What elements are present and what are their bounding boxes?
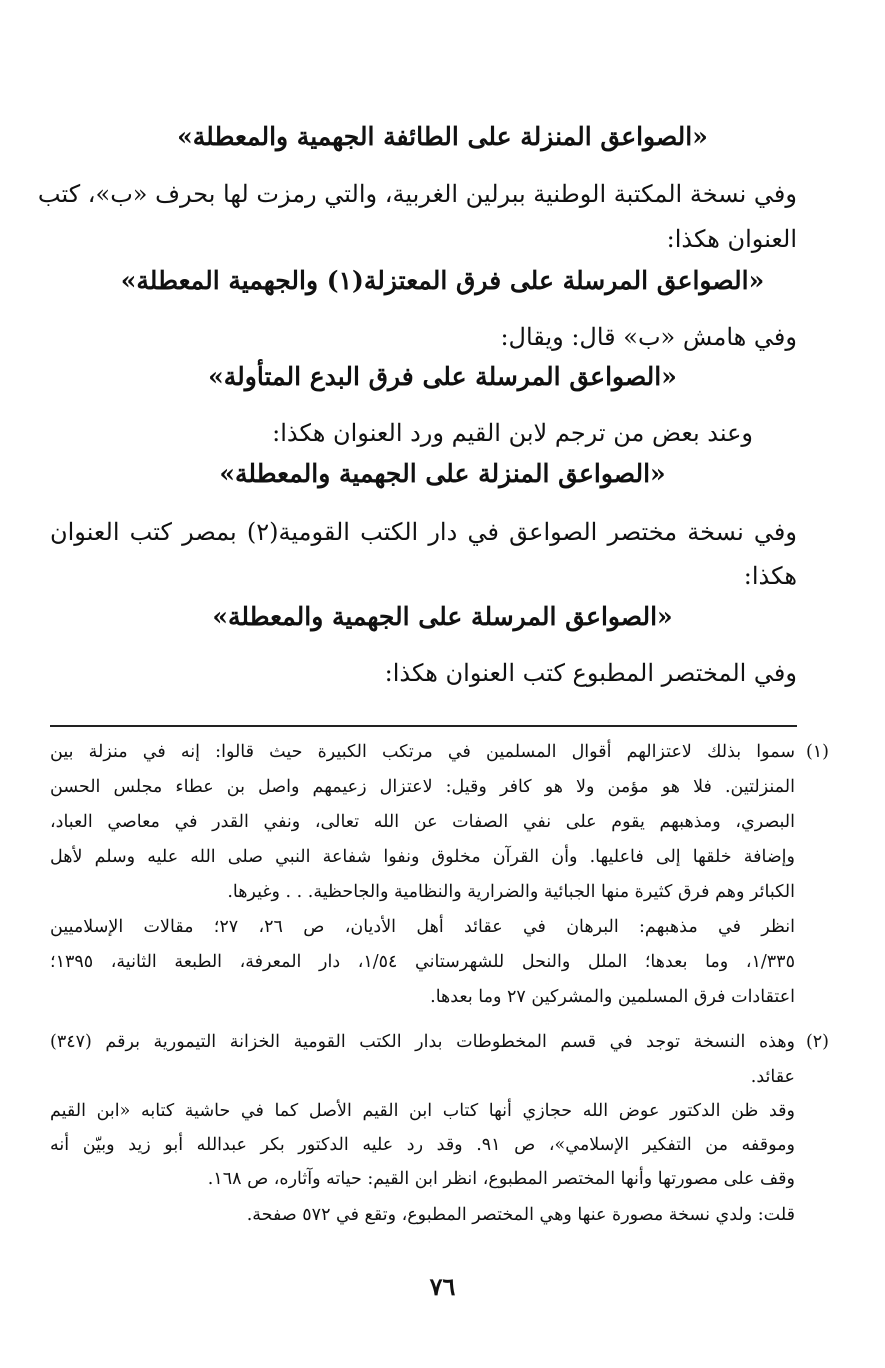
footnote-2-marker: (٢): [805, 1032, 829, 1052]
paragraph-1-line-2: العنوان هكذا:: [666, 225, 797, 253]
footnote-1-line-4: وإضافة خلقها إلى فاعليها. وأن القرآن مخلوق ونفوا شفاعة النبي صلى الله عليه وسلم لأهل: [50, 847, 795, 867]
footnote-1-line-5: الكبائر وهم فرق كثيرة منها الجبائية والضرارية والنظامية والجاحظية. . . وغيرها.: [227, 882, 795, 902]
paragraph-2: وفي هامش «ب» قال: ويقال:: [500, 323, 797, 351]
footnote-1-line-7: ١/٣٣٥، وما بعدها؛ الملل والنحل للشهرستاني ١/٥٤، دار المعرفة، الطبعة الثانية، ١٣٩٥؛: [50, 952, 795, 972]
footnote-1-line-1: سموا بذلك لاعتزالهم أقوال المسلمين في مرتكب الكبيرة حيث قالوا: إنه في منزلة بين: [50, 742, 795, 762]
title-4: «الصواعق المنزلة على الجهمية والمعطلة»: [219, 459, 666, 488]
footnote-1-line-2: المنزلتين. فلا هو مؤمن ولا هو كافر وقيل: لاعتزال زعيمهم واصل بن عطاء مجلس الحسن: [50, 777, 795, 797]
paragraph-3: وعند بعض من ترجم لابن القيم ورد العنوان هكذا:: [272, 419, 753, 447]
footnote-2-line-2: عقائد.: [750, 1067, 795, 1087]
paragraph-1-line-1: وفي نسخة المكتبة الوطنية ببرلين الغربية، والتي رمزت لها بحرف «ب»، كتب: [37, 180, 797, 208]
footnote-1-line-8: اعتقادات فرق المسلمين والمشركين ٢٧ وما بعدها.: [430, 987, 795, 1007]
footnote-2-line-6: قلت: ولدي نسخة مصورة عنها وهي المختصر المطبوع، وتقع في ٥٧٢ صفحة.: [246, 1205, 795, 1225]
footnote-2-line-1: وهذه النسخة توجد في قسم المخطوطات بدار الكتب القومية الخزانة التيمورية برقم (٣٤٧): [50, 1032, 795, 1052]
paragraph-5: وفي المختصر المطبوع كتب العنوان هكذا:: [384, 659, 797, 687]
title-1: «الصواعق المنزلة على الطائفة الجهمية والمعطلة»: [177, 122, 708, 151]
paragraph-4-line-1: وفي نسخة مختصر الصواعق في دار الكتب القومية(٢) بمصر كتب العنوان: [50, 518, 797, 546]
footnote-2-line-4: وموقفه من التفكير الإسلامي»، ص ٩١. وقد رد عليه الدكتور بكر عبدالله أبو زيد وبيّن أنه: [50, 1135, 795, 1155]
footnote-1-marker: (١): [805, 742, 829, 762]
title-5: «الصواعق المرسلة على الجهمية والمعطلة»: [212, 602, 673, 631]
title-3: «الصواعق المرسلة على فرق البدع المتأولة»: [208, 362, 677, 391]
footnote-2-line-5: وقف على مصورتها وأنها المختصر المطبوع، انظر ابن القيم: حياته وآثاره، ص ١٦٨.: [207, 1169, 795, 1189]
footnote-2-line-3: وقد ظن الدكتور عوض الله حجازي أنها كتاب ابن القيم الأصل كما في حاشية كتابه «ابن القيم: [50, 1101, 795, 1121]
paragraph-4-line-2: هكذا:: [743, 562, 797, 590]
footnote-1-line-3: البصري، ومذهبهم يقوم على نفي الصفات عن الله تعالى، ونفي القدر في معاصي العباد،: [50, 812, 795, 832]
title-2: «الصواعق المرسلة على فرق المعتزلة(١) والجهمية المعطلة»: [120, 266, 765, 295]
page-number: ٧٦: [429, 1272, 456, 1301]
footnote-divider: [50, 725, 797, 727]
footnote-1-line-6: انظر في مذهبهم: البرهان في عقائد أهل الأديان، ص ٢٦، ٢٧؛ مقالات الإسلاميين: [50, 917, 795, 937]
